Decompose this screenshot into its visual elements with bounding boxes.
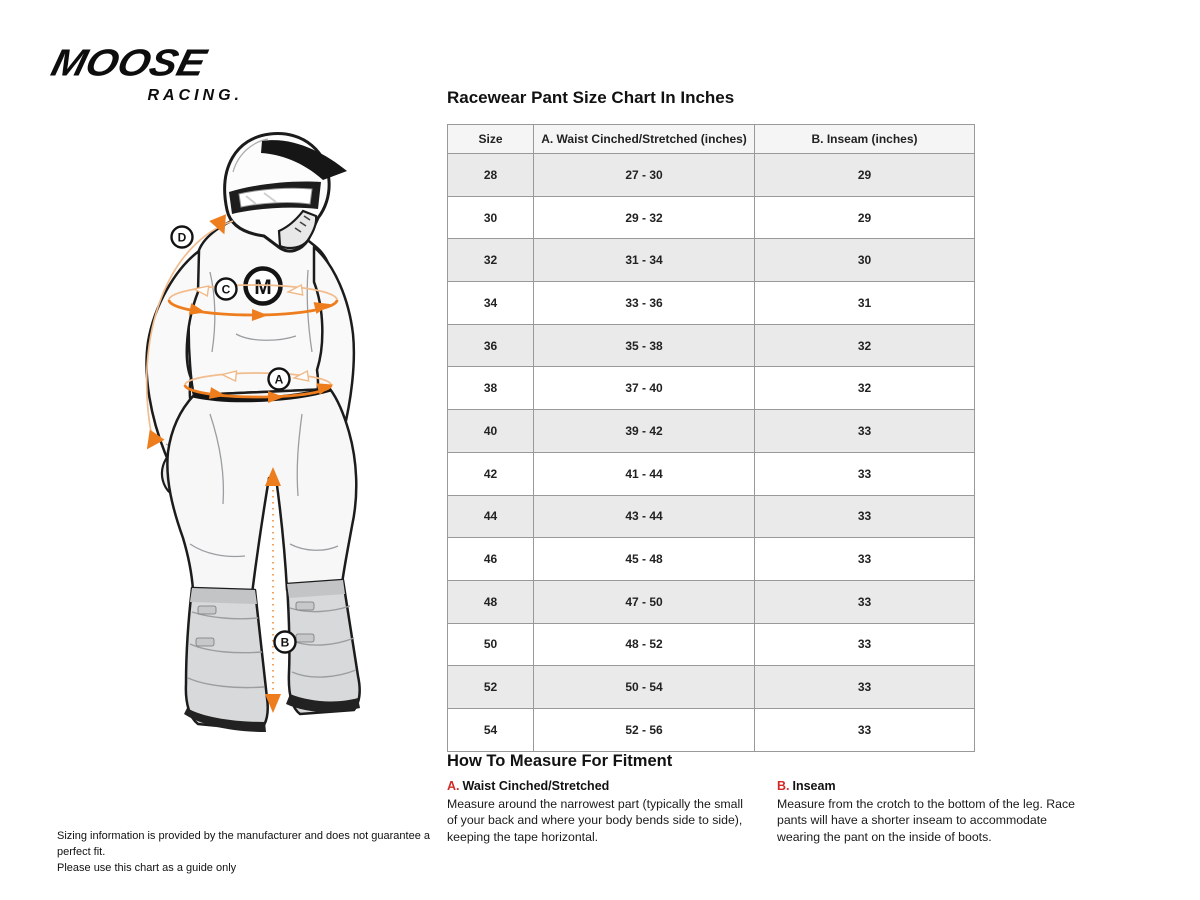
table-cell: 46 xyxy=(448,538,534,581)
table-cell: 33 xyxy=(755,410,975,453)
table-cell: 33 xyxy=(755,623,975,666)
table-cell: 33 xyxy=(755,708,975,751)
table-cell: 33 xyxy=(755,452,975,495)
table-cell: 27 - 30 xyxy=(534,154,755,197)
table-cell: 39 - 42 xyxy=(534,410,755,453)
disclaimer-line-2: Please use this chart as a guide only xyxy=(57,861,237,874)
how-to-measure-title: How To Measure For Fitment xyxy=(447,752,673,770)
disclaimer xyxy=(57,829,457,877)
svg-text:B: B xyxy=(280,635,290,650)
table-cell: 32 xyxy=(448,239,534,282)
table-row xyxy=(448,495,975,538)
table-cell: 30 xyxy=(755,239,975,282)
table-cell: 28 xyxy=(448,154,534,197)
measure-item-text: Measure around the narrowest part (typically the small of your back and where your body bends side to side), keeping the tape horizontal. xyxy=(447,797,743,844)
table-cell: 30 xyxy=(448,196,534,239)
disclaimer-line-1: Sizing information is provided by the manufacturer and does not guarantee a perfect fit. xyxy=(57,830,431,858)
table-cell: 33 xyxy=(755,495,975,538)
table-cell: 29 xyxy=(755,196,975,239)
table-cell: 34 xyxy=(448,282,534,325)
table-cell: 31 - 34 xyxy=(534,239,755,282)
brand-logo-racing: RACING. xyxy=(147,87,243,104)
rider-pants xyxy=(167,389,356,594)
col-header-waist: A. Waist Cinched/Stretched (inches) xyxy=(534,125,755,154)
table-row xyxy=(448,666,975,709)
table-row xyxy=(448,196,975,239)
measure-name: Inseam xyxy=(792,779,836,793)
measure-letter: A. xyxy=(447,779,460,793)
col-header-inseam: B. Inseam (inches) xyxy=(755,125,975,154)
measure-item-inseam xyxy=(777,779,1083,845)
table-cell: 43 - 44 xyxy=(534,495,755,538)
table-cell: 41 - 44 xyxy=(534,452,755,495)
table-cell: 44 xyxy=(448,495,534,538)
table-cell: 32 xyxy=(755,367,975,410)
table-row xyxy=(448,452,975,495)
table-row xyxy=(448,239,975,282)
table-cell: 31 xyxy=(755,282,975,325)
table-cell: 54 xyxy=(448,708,534,751)
table-cell: 33 xyxy=(755,666,975,709)
table-cell: 40 xyxy=(448,410,534,453)
annotation-label-a xyxy=(269,369,290,390)
table-row xyxy=(448,367,975,410)
annotation-label-b xyxy=(275,632,296,653)
measure-item-heading xyxy=(447,779,747,793)
size-chart-title: Racewear Pant Size Chart In Inches xyxy=(447,88,735,107)
table-cell: 33 xyxy=(755,538,975,581)
table-row xyxy=(448,623,975,666)
table-cell: 52 xyxy=(448,666,534,709)
table-row xyxy=(448,708,975,751)
table-row xyxy=(448,538,975,581)
table-cell: 29 - 32 xyxy=(534,196,755,239)
table-cell: 33 - 36 xyxy=(534,282,755,325)
table-row xyxy=(448,154,975,197)
measure-letter: B. xyxy=(777,779,790,793)
size-table xyxy=(447,124,975,752)
measure-item-waist xyxy=(447,779,747,845)
table-cell: 36 xyxy=(448,324,534,367)
svg-text:A: A xyxy=(274,372,284,387)
table-cell: 29 xyxy=(755,154,975,197)
table-cell: 32 xyxy=(755,324,975,367)
size-table-body xyxy=(448,154,975,752)
annotation-label-d xyxy=(172,227,193,248)
table-cell: 52 - 56 xyxy=(534,708,755,751)
measure-item-heading xyxy=(777,779,1083,793)
svg-text:D: D xyxy=(177,230,187,245)
table-cell: 33 xyxy=(755,580,975,623)
table-cell: 45 - 48 xyxy=(534,538,755,581)
measure-name: Waist Cinched/Stretched xyxy=(462,779,610,793)
table-row xyxy=(448,282,975,325)
table-row xyxy=(448,324,975,367)
table-cell: 37 - 40 xyxy=(534,367,755,410)
table-cell: 50 xyxy=(448,623,534,666)
table-header-row xyxy=(448,125,975,154)
table-cell: 35 - 38 xyxy=(534,324,755,367)
measure-item-text: Measure from the crotch to the bottom of the leg. Race pants will have a shorter inseam to accommodate wearing the pant on the inside of boots. xyxy=(777,797,1076,844)
table-cell: 42 xyxy=(448,452,534,495)
rider-figure xyxy=(40,112,430,762)
table-cell: 48 xyxy=(448,580,534,623)
rider-illustration xyxy=(40,112,430,762)
table-cell: 38 xyxy=(448,367,534,410)
svg-text:C: C xyxy=(221,282,231,297)
annotation-label-c xyxy=(216,279,237,300)
brand-logo-moose: MOOSE xyxy=(47,41,211,84)
col-header-size: Size xyxy=(448,125,534,154)
brand-logo xyxy=(47,41,247,105)
table-cell: 50 - 54 xyxy=(534,666,755,709)
table-cell: 48 - 52 xyxy=(534,623,755,666)
table-row xyxy=(448,410,975,453)
table-row xyxy=(448,580,975,623)
table-cell: 47 - 50 xyxy=(534,580,755,623)
jersey-logo-letter: M xyxy=(254,276,272,299)
